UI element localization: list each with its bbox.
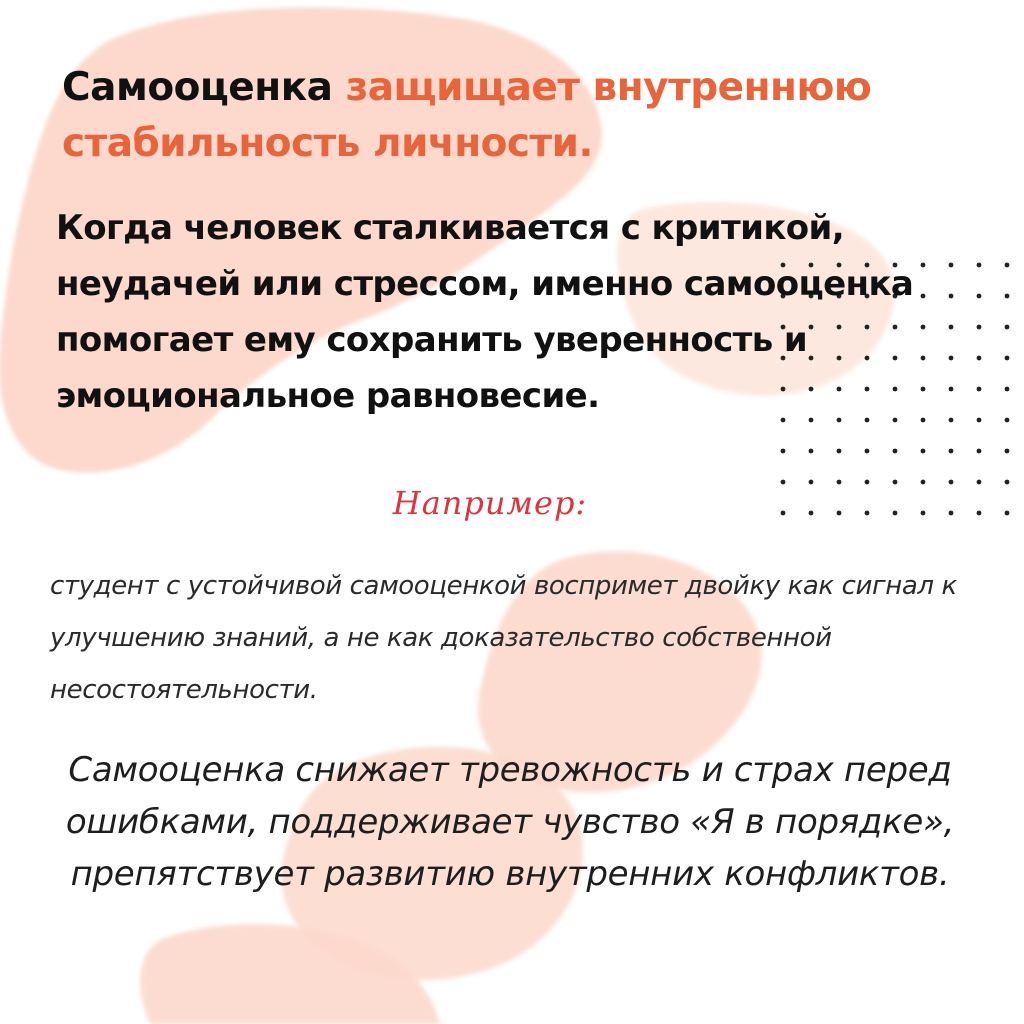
closing-paragraph: Самооценка снижает тревожность и страх перед ошибками, поддерживает чувство «Я в порядке», препятствует развитию внутренних конфликтов.	[65, 750, 955, 894]
example-paragraph: студент с устойчивой самооценкой воспримет двойку как сигнал к улучшению знаний, а не как доказательство собственной несостоятельности.	[50, 571, 957, 705]
headline	[62, 60, 992, 172]
headline-dark: Самооценка	[62, 65, 333, 110]
main-paragraph: Когда человек сталкивается с критикой, неудачей или стрессом, именно самооценка помогает ему сохранить уверенность и эмоциональное равновесие.	[56, 208, 914, 416]
headline-accent: защищает внутреннюю стабильность личности.	[62, 65, 872, 166]
example-label: Например:	[392, 484, 588, 522]
